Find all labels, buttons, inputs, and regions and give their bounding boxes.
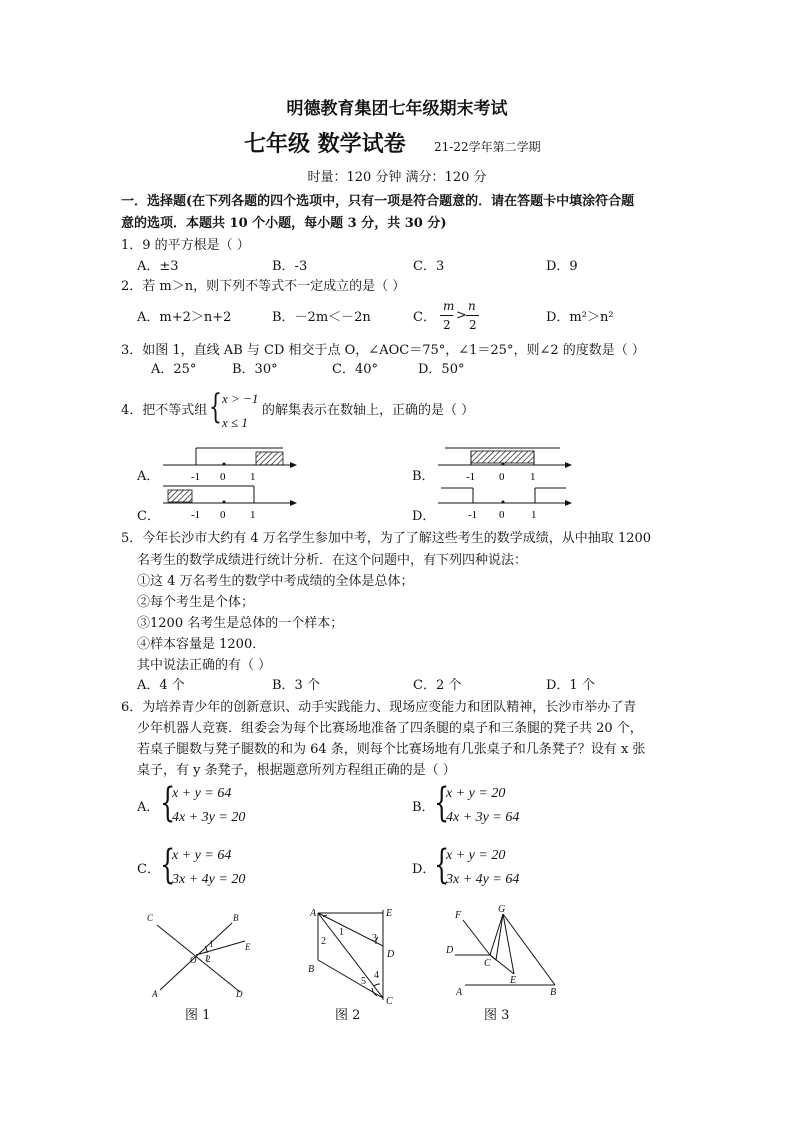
q2-stem: 2．若 m＞n，则下列不等式不一定成立的是（ ） bbox=[121, 279, 406, 294]
fig2-angle-1: 1 bbox=[339, 927, 344, 938]
fig2-label-a: A bbox=[310, 908, 317, 919]
q3-option-a: A．25° bbox=[151, 362, 197, 377]
tick-a-0: 0 bbox=[220, 471, 226, 483]
q2-option-c: C． bbox=[413, 310, 436, 325]
q6-option-c-eq1: x + y = 64 bbox=[172, 848, 232, 863]
tick-d-0: 0 bbox=[499, 509, 505, 521]
q4-system-line2: x ≤ 1 bbox=[222, 415, 248, 430]
section1-line1: 一．选择题(在下列各题的四个选项中，只有一项是符合题意的．请在答题卡中填涂符合题 bbox=[121, 194, 635, 209]
q6-option-d-eq2: 3x + 4y = 64 bbox=[446, 872, 520, 887]
number-line-c bbox=[163, 486, 297, 521]
fig3-label-d: D bbox=[446, 945, 454, 956]
q2-option-c-fraction bbox=[440, 300, 485, 340]
q6-option-b-brace: { bbox=[434, 780, 450, 826]
figure-3 bbox=[455, 914, 555, 985]
tick-b-1: 1 bbox=[530, 471, 536, 483]
frac-den-2: 2 bbox=[469, 318, 477, 332]
number-line-d bbox=[438, 488, 572, 521]
tick-b-0: 0 bbox=[499, 471, 505, 483]
q3-option-b: B．30° bbox=[232, 362, 278, 377]
tick-b-neg1: -1 bbox=[466, 471, 476, 483]
fig3-label-a: A bbox=[456, 987, 463, 998]
fig2-label-d: D bbox=[387, 949, 395, 960]
figure-1 bbox=[157, 923, 245, 992]
figure-2-caption: 图 2 bbox=[335, 1008, 361, 1023]
q4-option-b-letter: B． bbox=[412, 469, 435, 484]
fig2-angle-5: 5 bbox=[361, 976, 366, 987]
frac-bar-2 bbox=[466, 315, 479, 316]
fig1-label-o: O bbox=[190, 955, 197, 965]
frac-bar-1 bbox=[440, 315, 453, 316]
fig2-label-e: E bbox=[386, 908, 393, 919]
q1-option-b: B．-3 bbox=[272, 259, 308, 274]
q6-option-a-letter: A． bbox=[137, 800, 160, 815]
q1-option-a: A．±3 bbox=[137, 259, 179, 274]
tick-c-0: 0 bbox=[220, 509, 226, 521]
q2-option-d: D．m²＞n² bbox=[546, 310, 614, 325]
q5-option-d: D．1 个 bbox=[546, 678, 595, 693]
q4-option-d-letter: D． bbox=[412, 509, 436, 524]
number-line-b bbox=[438, 448, 572, 483]
q5-stem-line2: 名考生的数学成绩进行统计分析．在这个问题中，有下列四种说法： bbox=[137, 553, 528, 568]
fig1-label-e: E bbox=[245, 942, 251, 952]
q6-option-a-brace: { bbox=[160, 780, 176, 826]
q6-stem-line3: 若桌子腿数与凳子腿数的和为 64 条，则每个比赛场地有几张桌子和几条凳子？设有 x 张 bbox=[137, 742, 646, 757]
q3-stem: 3．如图 1，直线 AB 与 CD 相交于点 O，∠AOC＝75°，∠1＝25°，则∠2 的度数是（ ） bbox=[121, 343, 645, 358]
q4-option-a-letter: A． bbox=[137, 469, 160, 484]
q1-stem: 1．9 的平方根是（ ） bbox=[121, 238, 250, 253]
q6-option-c-letter: C． bbox=[137, 862, 160, 877]
q6-stem-line4: 桌子，有 y 条凳子，根据题意所列方程组正确的是（ ） bbox=[137, 763, 456, 778]
exam-main-title: 七年级 数学试卷 bbox=[244, 131, 406, 157]
frac-den-1: 2 bbox=[443, 318, 451, 332]
frac-num-n: n bbox=[468, 299, 476, 313]
fig1-angle-2: 2 bbox=[206, 954, 211, 964]
q6-option-b-letter: B． bbox=[412, 800, 435, 815]
q5-statement-2: ②每个考生是个体； bbox=[137, 595, 255, 610]
number-line-a bbox=[163, 448, 297, 483]
figure-3-caption: 图 3 bbox=[484, 1008, 510, 1023]
q4-system-brace: { bbox=[209, 387, 222, 427]
q3-option-d: D．50° bbox=[418, 362, 465, 377]
q6-option-b-eq1: x + y = 20 bbox=[446, 786, 506, 801]
fig2-angle-4: 4 bbox=[374, 970, 379, 981]
exam-org-title: 明德教育集团七年级期末考试 bbox=[286, 99, 508, 119]
q6-option-a-eq1: x + y = 64 bbox=[172, 786, 232, 801]
q5-statement-4: ④样本容量是 1200． bbox=[137, 637, 266, 652]
q5-question: 其中说法正确的有（ ） bbox=[137, 658, 272, 673]
q6-option-d-letter: D． bbox=[412, 862, 436, 877]
fig2-label-b: B bbox=[308, 964, 315, 975]
fig1-label-a: A bbox=[152, 989, 158, 999]
q6-option-c-brace: { bbox=[160, 842, 176, 888]
figure-1-caption: 图 1 bbox=[185, 1008, 211, 1023]
frac-num-m: m bbox=[443, 299, 455, 313]
exam-term: 21-22学年第二学期 bbox=[434, 140, 541, 154]
q6-stem-line1: 6．为培养青少年的创新意识、动手实践能力、现场应变能力和团队精神，长沙市举办了青 bbox=[121, 700, 637, 715]
q6-option-c-eq2: 3x + 4y = 20 bbox=[172, 872, 246, 887]
tick-d-1: 1 bbox=[531, 509, 537, 521]
q5-option-a: A．4 个 bbox=[137, 678, 185, 693]
q6-option-d-brace: { bbox=[434, 842, 450, 888]
q4-stem-pre: 4．把不等式组 bbox=[121, 403, 208, 418]
fig2-angle-2: 2 bbox=[321, 936, 326, 947]
fig1-label-c: C bbox=[147, 913, 154, 923]
fig3-label-c: C bbox=[484, 958, 491, 969]
exam-time-info: 时量：120 分钟 满分：120 分 bbox=[307, 170, 487, 185]
fig1-label-b: B bbox=[233, 913, 239, 923]
figure-2 bbox=[318, 910, 383, 1000]
q5-statement-3: ③1200 名考生是总体的一个样本； bbox=[137, 616, 344, 631]
q6-option-d-eq1: x + y = 20 bbox=[446, 848, 506, 863]
q6-option-a-eq2: 4x + 3y = 20 bbox=[172, 810, 246, 825]
q6-stem-line2: 少年机器人竞赛．组委会为每个比赛场地准备了四条腿的桌子和三条腿的凳子共 20 个， bbox=[137, 721, 643, 736]
q2-option-a: A．m+2＞n+2 bbox=[137, 310, 232, 325]
q5-option-b: B．3 个 bbox=[272, 678, 320, 693]
tick-c-1: 1 bbox=[250, 509, 256, 521]
fig3-label-f: F bbox=[455, 910, 462, 921]
fig1-angle-1: 1 bbox=[209, 939, 214, 949]
tick-d-neg1: -1 bbox=[468, 509, 478, 521]
fig2-label-c: C bbox=[386, 996, 393, 1007]
frac-gt: > bbox=[456, 308, 467, 323]
fig3-label-b: B bbox=[550, 987, 557, 998]
fig1-label-d: D bbox=[236, 989, 243, 999]
tick-a-neg1: -1 bbox=[191, 471, 201, 483]
q1-option-c: C．3 bbox=[413, 259, 445, 274]
tick-c-neg1: -1 bbox=[191, 509, 201, 521]
q5-stem-line1: 5．今年长沙市大约有 4 万名学生参加中考，为了了解这些考生的数学成绩，从中抽取 1200 bbox=[121, 531, 652, 546]
q5-statement-1: ①这 4 万名考生的数学中考成绩的全体是总体； bbox=[137, 574, 414, 589]
q6-option-b-eq2: 4x + 3y = 64 bbox=[446, 810, 520, 825]
section1-line2: 意的选项．本题共 10 个小题，每小题 3 分，共 30 分) bbox=[121, 216, 447, 231]
q1-option-d: D．9 bbox=[546, 259, 578, 274]
q4-option-c-letter: C． bbox=[137, 509, 160, 524]
tick-a-1: 1 bbox=[250, 471, 256, 483]
q2-option-b: B．－2m＜－2n bbox=[272, 310, 371, 325]
q5-option-c: C．2 个 bbox=[413, 678, 462, 693]
fig3-label-e: E bbox=[510, 975, 517, 986]
q4-system-line1: x > −1 bbox=[222, 391, 259, 406]
fig2-angle-3: 3 bbox=[372, 933, 377, 944]
q4-stem-post: 的解集表示在数轴上，正确的是（ ） bbox=[262, 403, 475, 418]
fig3-label-g: G bbox=[498, 904, 506, 915]
q3-option-c: C．40° bbox=[332, 362, 378, 377]
